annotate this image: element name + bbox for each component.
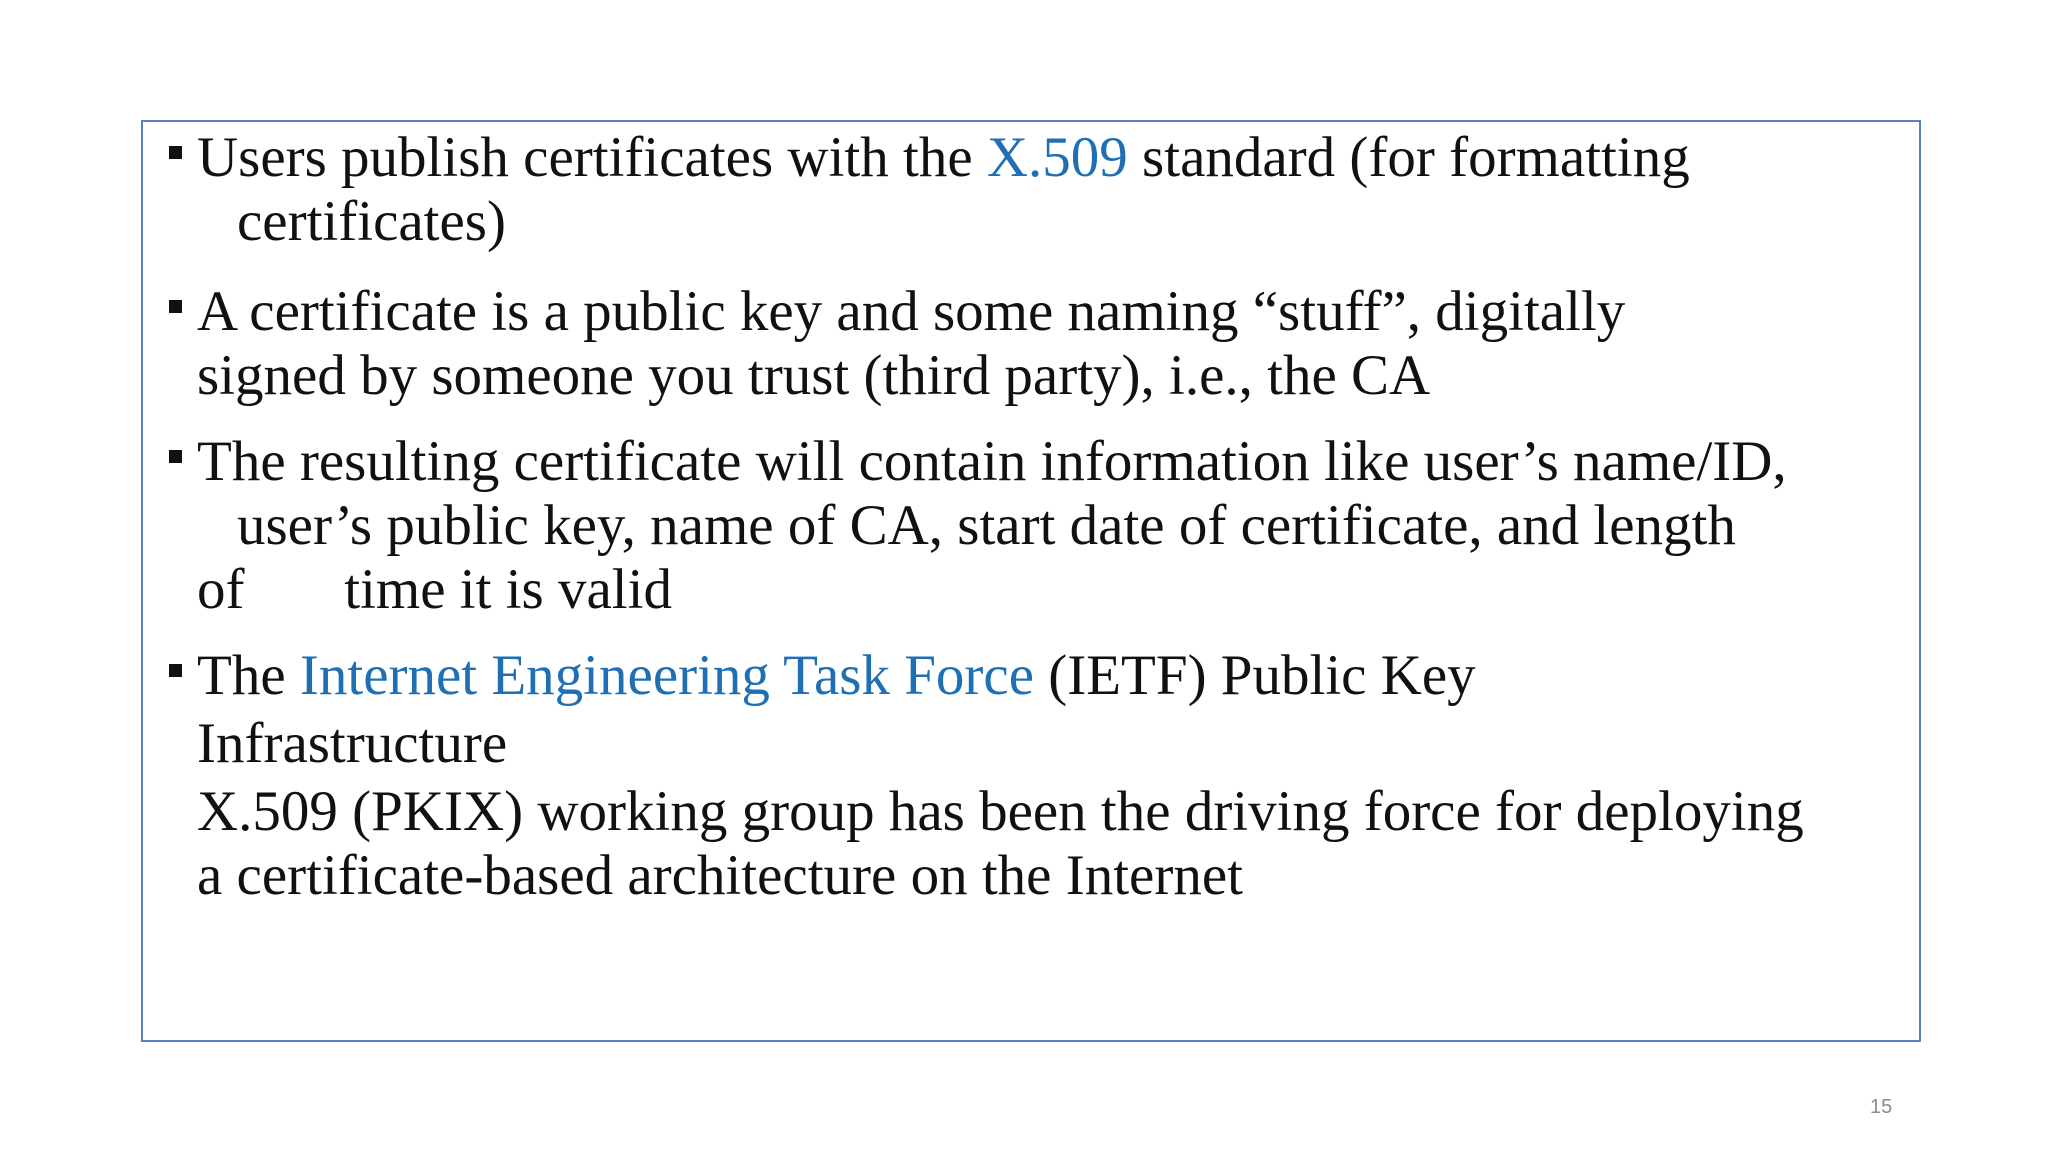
text-run: standard (for formatting: [1127, 126, 1690, 189]
text-run: (IETF) Public Key: [1034, 644, 1476, 707]
bullet-line: [197, 126, 1690, 190]
bullet-line: signed by someone you trust (third party), i.e., the CA: [197, 344, 1431, 407]
bullet-line: X.509 (PKIX) working group has been the driving force for deploying: [197, 780, 1804, 843]
ietf-link[interactable]: Internet Engineering Task Force: [299, 644, 1035, 707]
bullet-marker: [169, 450, 182, 463]
bullet-line: [197, 644, 1476, 708]
content-box: [141, 120, 1921, 1042]
bullet-line: certificates): [237, 190, 506, 253]
bullet-marker: [169, 146, 182, 159]
page-number: 15: [1870, 1096, 1893, 1118]
text-run: Users publish certificates with the: [197, 126, 987, 189]
bullet-line: of time it is valid: [197, 558, 672, 621]
bullet-line: user’s public key, name of CA, start date of certificate, and length: [237, 494, 1736, 557]
x509-link[interactable]: X.509: [986, 126, 1128, 189]
bullet-line: Infrastructure: [197, 712, 508, 775]
bullet-line: a certificate-based architecture on the Internet: [197, 844, 1243, 907]
bullet-marker: [169, 300, 182, 313]
bullet-line: The resulting certificate will contain information like user’s name/ID,: [197, 430, 1787, 493]
bullet-line: A certificate is a public key and some naming “stuff”, digitally: [197, 280, 1626, 343]
text-run: The: [197, 644, 300, 707]
bullet-marker: [169, 664, 182, 677]
